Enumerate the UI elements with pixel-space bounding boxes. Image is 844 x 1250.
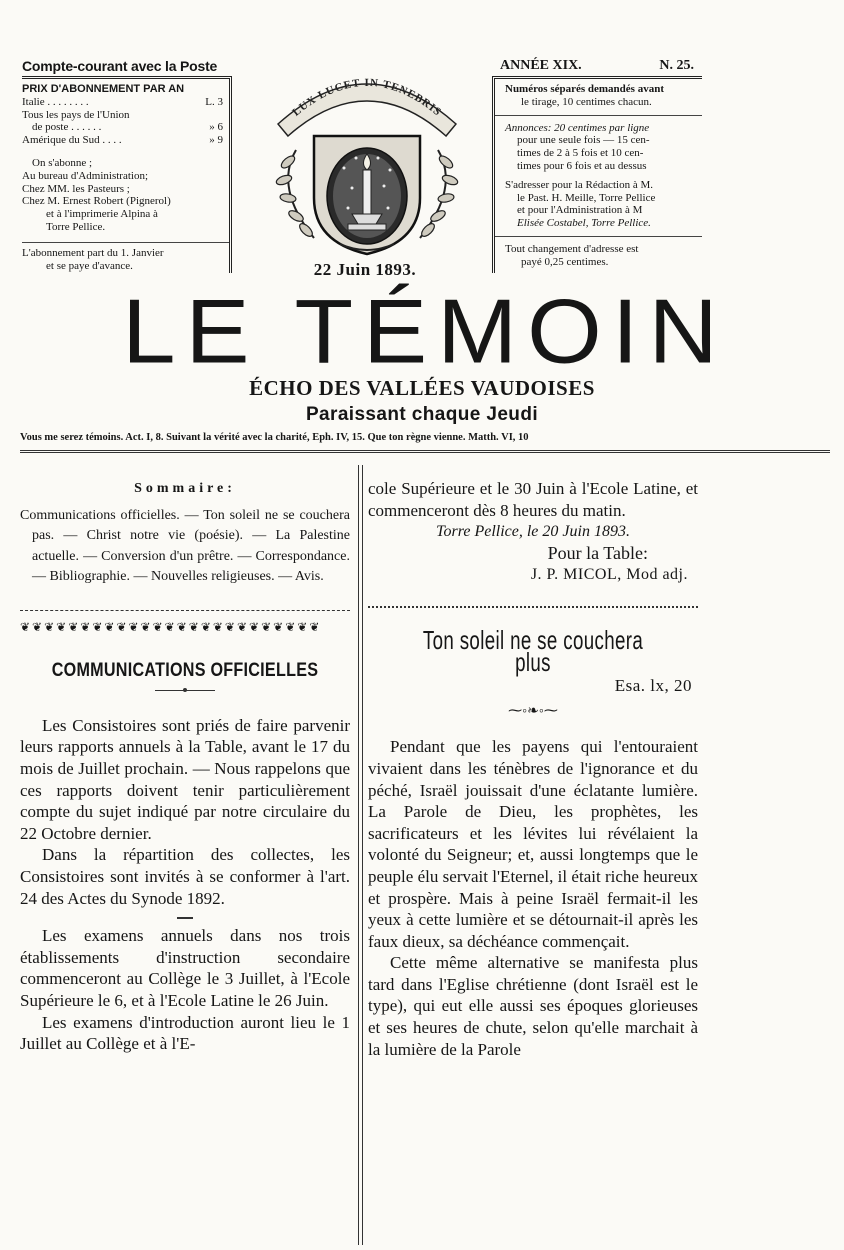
ads-line: times de 2 à 5 fois et 10 cen- xyxy=(517,147,644,160)
sommaire-text: Communications officielles. — Ton soleil ne se couchera pas. — Christ notre vie (poésie). — La Palestine actuelle. — Conversion d'un prêtre. — Correspondance. — Bibliographie. — Nouvelles religieuses. — Avis. xyxy=(20,507,350,585)
paragraph: Pendant que les payens qui l'entouraient vivaient dans les ténèbres de l'ignorance et du péché, Israël jouissait d'une éclatante lumière. La Parole de Dieu, les prophètes, les sacrificateurs et les lévites lui révélaient la volonté du Seigneur; et, aussi longtemps que le peuple élu servait l'Eternel, il était riche heureux et prospère. Mais à peine Israël fermait-il les yeux à cette lumière et se détournait-il après les faux dieux, sa déchéance commençait. xyxy=(368,737,698,951)
price-row: Italie . . . . . . . . L. 3 xyxy=(22,95,223,108)
newspaper-title: LE TÉMOIN xyxy=(122,280,728,383)
emblem xyxy=(244,58,490,273)
scripture-citation: Esa. lx, 20 xyxy=(614,676,692,696)
column-divider xyxy=(362,465,363,1245)
subscribe-line: Chez MM. les Pasteurs ; xyxy=(22,182,130,195)
info-line: Numéros séparés demandés avant xyxy=(505,83,664,95)
address-change-line: payé 0,25 centimes. xyxy=(521,255,609,268)
divider xyxy=(20,600,350,611)
paragraph: Dans la répartition des collectes, les Consistoires sont invités à se conformer à l'art. 24 des Actes du Synode 1892. xyxy=(20,845,350,908)
paragraph: Les examens annuels dans nos trois établissements d'instruction secondaire commenceront au Collège le 3 Juillet, à l'Ecole Supérieure le 6, et à l'Ecole Latine le 26 Juin. xyxy=(20,926,350,1010)
sommaire-title: Sommaire: xyxy=(134,481,236,496)
mottos-line: Vous me serez témoins. Act. I, 8. Suivant la vérité avec la charité, Eph. IV, 15. Que ton règne vienne. Matth. VI, 10 xyxy=(20,432,529,443)
subscribe-line: Torre Pellice. xyxy=(46,220,106,233)
subscription-start: et se paye d'avance. xyxy=(46,259,133,272)
ads-line: Annonces: 20 centimes par ligne xyxy=(505,121,650,134)
info-line: le tirage, 10 centimes chacun. xyxy=(521,95,652,108)
divider xyxy=(177,917,193,919)
subscribe-line: On s'abonne ; xyxy=(32,156,93,169)
paragraph: Cette même alternative se manifesta plus tard dans l'Eglise chrétienne (dont Israël est le type), qui eut elle aussi ses époques glorieuses et ses heures de chute, selon qu'elle marchait à la lumière de la Parole xyxy=(368,953,698,1059)
subscribe-line: Au bureau d'Administration; xyxy=(22,169,149,182)
emblem-motto: LUX LUCET IN TENEBRIS xyxy=(290,76,444,119)
address-change-line: Tout changement d'adresse est xyxy=(505,242,639,255)
subscription-start: L'abonnement part du 1. Janvier xyxy=(22,246,164,259)
ornament-icon: ⁓◦❧◦⁓ xyxy=(508,703,558,719)
ads-line: pour une seule fois — 15 cen- xyxy=(517,134,650,147)
issue-date: 22 Juin 1893. xyxy=(313,260,417,279)
paragraph: Les examens d'introduction auront lieu le 1 Juillet au Collège et à l'E- xyxy=(20,1012,350,1054)
contact-line: le Past. H. Meille, Torre Pellice xyxy=(517,191,656,204)
contact-line: et pour l'Administration à M xyxy=(517,204,643,217)
price-row: Amérique du Sud . . . . » 9 xyxy=(22,134,223,147)
issue-number: N. 25. xyxy=(659,58,694,73)
column-divider xyxy=(358,465,359,1245)
article-title: Ton soleil ne se couchera plus xyxy=(422,624,644,677)
subscribe-line: et à l'imprimerie Alpina à xyxy=(46,208,158,221)
ads-line: times pour 6 fois et au dessus xyxy=(517,159,647,172)
contact-line: Elisée Costabel, Torre Pellice. xyxy=(517,217,651,230)
paragraph: cole Supérieure et le 30 Juin à l'Ecole Latine, et commenceront dès 8 heures du matin. xyxy=(368,479,698,520)
paragraph: Les Consistoires sont priés de faire parvenir leurs rapports annuels à la Table, avant le 17 du mois de Juillet prochain. — Nous rappelons que ces rapports doivent tenir particulièrement compte du sujet indiqué par notre circulaire du 22 Octobre dernier. xyxy=(20,715,350,843)
place-date: Torre Pellice, le 20 Juin 1893. xyxy=(436,523,630,541)
subscription-info xyxy=(22,58,232,273)
right-column xyxy=(368,478,698,1060)
publication-frequency: Paraissant chaque Jeudi xyxy=(305,404,538,425)
price-row: Tous les pays de l'Union xyxy=(22,108,130,121)
issue-info xyxy=(492,58,702,273)
left-column xyxy=(20,478,350,1055)
subscribe-line: Chez M. Ernest Robert (Pignerol) xyxy=(22,195,171,208)
contact-line: S'adresser pour la Rédaction à M. xyxy=(505,178,653,191)
price-row: de poste . . . . . . » 6 xyxy=(32,121,223,134)
divider xyxy=(368,600,698,608)
ornament-divider xyxy=(155,690,215,691)
divider xyxy=(20,450,830,453)
year-label: ANNÉE XIX. xyxy=(500,58,582,73)
signature: J. P. MICOL, Mod adj. xyxy=(530,566,688,584)
postal-account-line: Compte-courant avec la Poste xyxy=(22,58,218,74)
newspaper-subtitle: ÉCHO DES VALLÉES VAUDOISES xyxy=(249,376,595,400)
price-title: PRIX D'ABONNEMENT PAR AN xyxy=(22,83,185,95)
section-heading: COMMUNICATIONS OFFICIELLES xyxy=(51,660,319,682)
ornament-divider: ❦❦❦❦❦❦❦❦❦❦❦❦❦❦❦❦❦❦❦❦❦❦❦❦❦ xyxy=(20,619,322,634)
signature-for: Pour la Table: xyxy=(547,542,648,563)
candlestick-emblem-icon xyxy=(244,58,490,258)
